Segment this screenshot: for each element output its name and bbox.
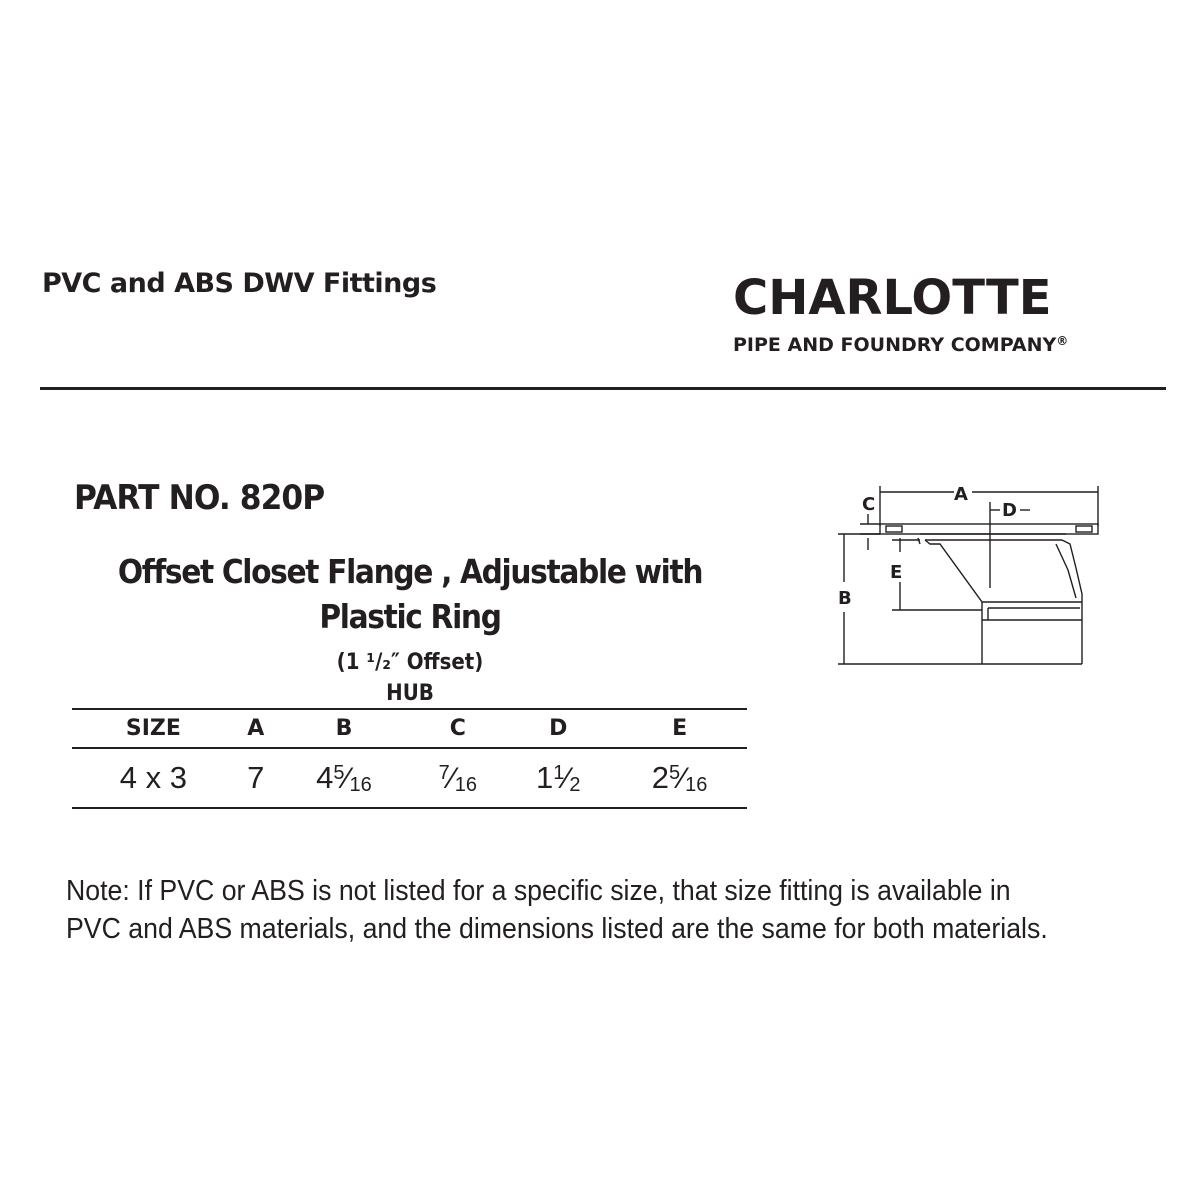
label-e: E: [890, 562, 903, 583]
cell-d: [504, 748, 612, 808]
part-number: PART NO. 820P: [74, 478, 325, 518]
column-header-c: C: [411, 709, 504, 748]
closet-flange-diagram: [830, 478, 1110, 683]
label-a: A: [954, 484, 968, 505]
cell-c-numerator: 7: [438, 761, 450, 784]
cell-b-whole: 4: [316, 759, 334, 795]
label-b: B: [838, 588, 852, 609]
column-header-a: A: [235, 709, 277, 748]
cell-e-whole: 2: [651, 759, 670, 795]
column-header-size: SIZE: [72, 709, 235, 748]
closet-flange-drawing: [830, 478, 1110, 678]
cell-b-denominator: 16: [349, 773, 372, 796]
part-description-line-1: Offset Closet Flange , Adjustable with: [117, 552, 703, 591]
company-logo: [733, 272, 1153, 356]
table-header-row: [72, 709, 747, 748]
brand-subtitle: [733, 330, 1153, 356]
cell-d-denominator: 2: [569, 773, 581, 796]
cell-c-denominator: 16: [454, 773, 478, 796]
cell-b: [277, 748, 412, 808]
label-d: D: [1002, 500, 1017, 521]
cell-d-fraction: $^1$⁄2: [553, 761, 581, 796]
offset-note: (1 ¹/₂″ Offset): [336, 650, 484, 675]
cell-e-denominator: 16: [685, 773, 708, 796]
cell-a: 7: [235, 748, 277, 808]
brand-name: CHARLOTTE: [733, 270, 1052, 326]
dimensions-table: [72, 708, 747, 809]
cell-c: [411, 748, 504, 808]
column-header-e: E: [612, 709, 747, 748]
part-description-line-2: Plastic Ring: [319, 597, 501, 636]
cell-d-numerator: 1: [553, 761, 565, 784]
brand-subtitle-text: PIPE AND FOUNDRY COMPANY: [733, 334, 1057, 356]
cell-e-fraction: $^5$⁄16: [669, 761, 708, 796]
header-divider: [40, 387, 1166, 390]
column-header-b: B: [277, 709, 412, 748]
column-header-d: D: [504, 709, 612, 748]
cell-size: 4 x 3: [72, 748, 235, 808]
section-title: PVC and ABS DWV Fittings: [42, 268, 437, 299]
cell-c-fraction: $^7$⁄16: [438, 761, 478, 796]
cell-e: [612, 748, 747, 808]
hub-label: HUB: [386, 681, 434, 706]
cell-d-whole: 1: [536, 759, 554, 795]
cell-b-fraction: $^5$⁄16: [333, 761, 372, 796]
materials-note: Note: If PVC or ABS is not listed for a specific size, that size fitting is available in PVC and ABS materials, and the dimensions listed are the same for both materials.: [66, 875, 1048, 945]
cell-e-numerator: 5: [669, 761, 681, 784]
cell-b-numerator: 5: [333, 761, 345, 784]
label-c: C: [862, 494, 876, 515]
table-row: [72, 748, 747, 808]
registered-mark: ®: [1056, 334, 1069, 348]
